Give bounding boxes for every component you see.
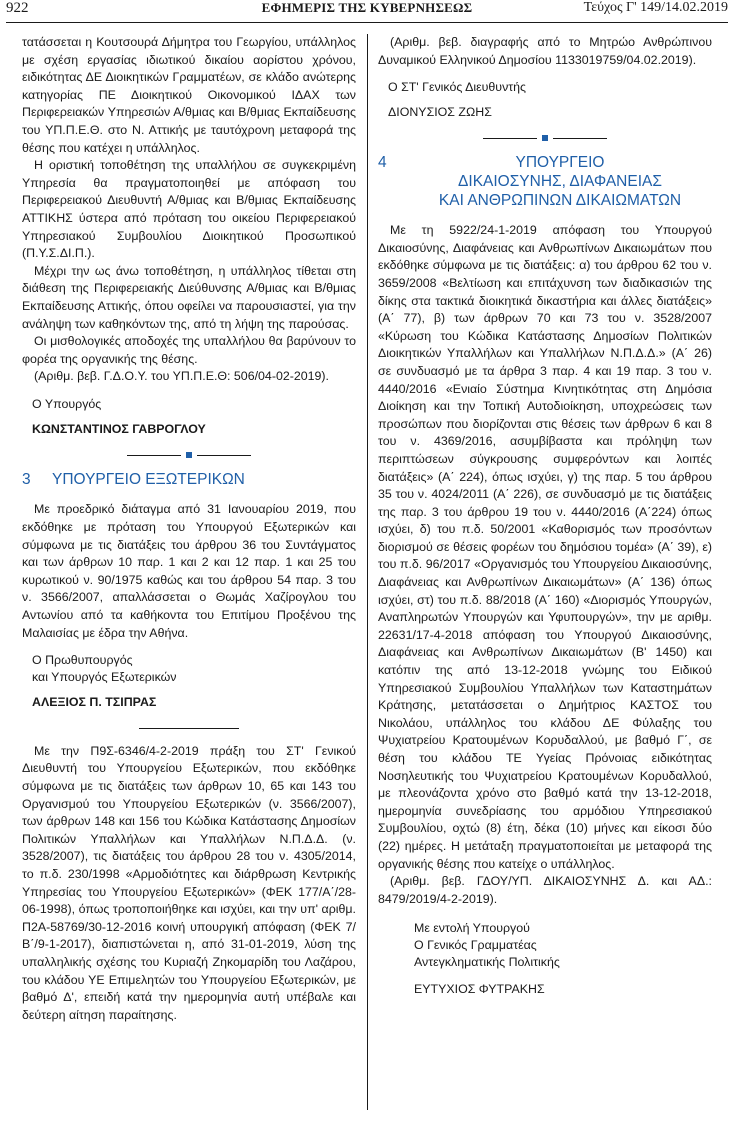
right-column (378, 34, 712, 998)
separator-square-icon (542, 135, 548, 141)
column-divider (367, 34, 368, 1110)
right-paragraph-2: Με τη 5922/24-1-2019 απόφαση του Υπουργού Δικαιοσύνης, Διαφάνειας και Ανθρωπίνων Δικαιωμάτων που εκδόθηκε σύμφωνα με τις διατάξεις: α) του άρθρου 62 του ν. 3659/2008 «Βελτίωση και επιτάχυνση των διαδικασιών της δίκης στα τακτικά διοικητικά δικαστήρια και άλλες διατάξεις» (Α΄ 77), β) των άρθρων 70 και 73 του ν. 3528/2007 «Κύρωση του Κώδικα Κατάστασης Δημοσίων Πολιτικών Διοικητικών Υπαλλήλων και Υπαλλήλων Ν.Π.Δ.Δ.» (Α΄ 26) σε συνδυασμό με τα άρθρα 3 παρ. 4 και 19 παρ. 3 του ν. 4440/2016 «Ενιαίο Σύστημα Κινητικότητας στη Δημόσια Διοίκηση και την Τοπική Αυτοδιοίκηση, υποχρεώσεις των προσώπων που διορίζονται στις θέσεις των άρθρων 6 και 8 του ν. 4369/2016, ασυμβίβαστα και πρόληψη των περιπτώσεων σύγκρουσης συμφερόντων και λοιπές διατάξεις» (Α΄ 224), όπως ισχύει, γ) της παρ. 5 του άρθρου 35 του ν. 4024/2011 (Α΄ 226), σε συνδυασμό με τις διατάξεις της παρ. 3 του άρθρου 19 του ν. 4440/2016 (Α΄224) όπως ισχύει, δ) του π.δ. 50/2001 «Καθορισμός των προσόντων διορισμού σε θέσεις φορέων του δημόσιου τομέα» (Α΄ 39), ε) του π.δ. 96/2017 «Οργανισμός του Υπουργείου Δικαιοσύνης, Διαφάνειας και Ανθρωπίνων Δικαιωμάτων» (Α΄ 136) όπως ισχύει, στ) του π.δ. 88/2018 (Α΄ 160) «Διορισμός Υπουργών, Αναπληρωτών Υπουργών και Υφυπουργών», την με αριθμ. 22631/17-4-2018 απόφαση του Υπουργού Δικαιοσύνης, Διαφάνειας και Ανθρωπίνων Δικαιωμάτων (Β' 1450) και κατόπιν της από 13-12-2018 γνώμης του Ειδικού Υπηρεσιακού Συμβουλίου Υπαλλήλων των Καταστημάτων Κράτησης, μετατάσσεται ο Δημήτριος ΚΑΣΤΟΣ του Νικολάου, υπάλληλος του κλάδου ΔΕ Φύλαξης του Ψυχιατρείου Κρατουμένων Κορυδαλλού, με βαθμό Γ΄, σε θέση του κλάδου ΤΕ Υγείας Πρόνοιας ειδικότητας Νοσηλευτικής του Ψυχιατρείου Κρατουμένων Κορυδαλλού, με πλεονάζοντα χρόνο στο βαθμό κατά την 13-12-2018, ημερομηνία συνεδρίασης του αρμόδιου Υπηρεσιακού Συμβουλίου, οχτώ (8) έτη, δέκα (10) μήνες και είκοσι δύο (22) ημέρες. Η μετάταξη πραγματοποιείται με μεταφορά της οργανικής θέσης που κατείχε ο υπάλληλος. (378, 223, 712, 871)
signature-role-line-1: Με εντολή Υπουργού (414, 921, 530, 936)
section-heading-3 (22, 470, 356, 489)
page-header (6, 0, 728, 23)
left-column (22, 34, 356, 1024)
page-number: 922 (6, 0, 29, 16)
gazette-title: ΕΦΗΜΕΡΙΣ ΤΗΣ ΚΥΒΕΡΝΗΣΕΩΣ (261, 0, 473, 15)
signature-role-line-3: Αντεγκληματικής Πολιτικής (414, 955, 560, 970)
section-title: ΥΠΟΥΡΓΕΙΟ ΕΞΩΤΕΡΙΚΩΝ (52, 471, 245, 489)
signature-role (32, 652, 356, 686)
left-paragraph-5: (Αριθμ. βεβ. Γ.Δ.Ο.Υ. του ΥΠ.Π.Ε.Θ: 506/04-02-2019). (34, 369, 329, 384)
left-paragraph-4: Οι μισθολογικές αποδοχές της υπαλλήλου θα βαρύνουν το φορέα της οργανικής της θέσης. (22, 334, 356, 366)
signature-role (414, 920, 712, 971)
left-paragraph-7: Με την Π9Σ-6346/4-2-2019 πράξη του ΣΤ' Γενικού Διευθυντή του Υπουργείου Εξωτερικών, που εκδόθηκε σύμφωνα με τις διατάξεις των άρθρων 10, 65 και 143 του Οργανισμού του Υπουργείου Εξωτερικών (ν. 3566/2007), των άρθρων 148 και 156 του Κώδικα Κατάστασης Δημοσίων Πολιτικών Υπαλλήλων και Υπαλλήλων Ν.Π.Δ.Δ. (ν. 3528/2007), τις διατάξεις του άρθρου 28 του ν. 4305/2014, το π.δ. 230/1998 «Αρμοδιότητες και διάρθρωση Κεντρικής Υπηρεσίας του Υπουργείου Εξωτερικών» (ΦΕΚ 177/Α΄/28-06-1998), όπως τροποποιήθηκε και ισχύει, και την υπ' αριθμ. Π2Α-58769/30-12-2016 κοινή υπουργική απόφαση (ΦΕΚ 7/Β΄/9-1-2017), διαπιστώνεται η, από 31-01-2019, λύση της υπαλληλικής σχέσης του Κυριαζή Ζηκομαρίδη του Λαζάρου, του κλάδου ΥΕ Επιμελητών του Υπουργείου Εξωτερικών, με βαθμό Δ', επειδή κατά την ημερομηνία αυτή υπέβαλε και δεύτερη αίτηση παραίτησης. (22, 743, 356, 1022)
issue-number: Τεύχος Γ' 149/14.02.2019 (583, 0, 728, 15)
signature-name: ΑΛΕΞΙΟΣ Π. ΤΣΙΠΡΑΣ (32, 695, 157, 710)
left-paragraph-2: Η οριστική τοποθέτηση της υπαλλήλου σε συγκεκριμένη Υπηρεσία θα πραγματοποιηθεί με απόφαση του Περιφερειακού Διευθυντή Α/θμιας και Β/θμιας Εκπαίδευσης ΑΤΤΙΚΗΣ ύστερα από πρόταση του οικείου Περιφερειακού Υπηρεσιακού Συμβουλίου Διοικητικού Προσωπικού (Π.Υ.Σ.ΔΙ.Π.). (22, 158, 356, 261)
section-separator (22, 452, 356, 458)
signature-role-line-2: και Υπουργός Εξωτερικών (32, 670, 177, 685)
divider-line (139, 728, 239, 729)
right-paragraph-3: (Αριθμ. βεβ. ΓΔΟΥ/ΥΠ. ΔΙΚΑΙΟΣΥΝΗΣ Δ. και ΑΔ.: 8479/2019/4-2-2019). (378, 874, 712, 906)
signature-role-line-2: Ο Γενικός Γραμματέας (414, 938, 537, 953)
signature-name: ΕΥΤΥΧΙΟΣ ΦΥΤΡΑΚΗΣ (414, 982, 545, 997)
left-paragraph-6: Με προεδρικό διάταγμα από 31 Ιανουαρίου 2019, που εκδόθηκε με πρόταση του Υπουργού Εξωτερικών και σύμφωνα με τις διατάξεις του άρθρου 36 του Συντάγματος και των άρθρων 10 παρ. 1 και 2 και 12 παρ. 1 και 25 του κυρωτικού ν. 90/1975 καθώς και του άρθρου 54 παρ. 3 του ν. 3566/2007, απαλλάσσεται ο Θωμάς Χαζίρογλου του Αντωνίου από τα καθήκοντα του Επιτίμου Προξένου της Μαλαισίας με έδρα την Αθήνα. (22, 502, 356, 640)
left-paragraph-3: Μέχρι την ως άνω τοποθέτηση, η υπάλληλος τίθεται στη διάθεση της Περιφερειακής Διεύθυνσης Α/θμιας και Β/θμιας Εκπαίδευσης Αττικής, όπου οφείλει να παρουσιαστεί, για την ανάληψη των καθηκόντων της, από τη λήψη της παρούσας. (22, 263, 356, 331)
section-separator (378, 135, 712, 141)
signature-role-line-1: Ο Πρωθυπουργός (32, 653, 133, 668)
signature-name: ΚΩΝΣΤΑΝΤΙΝΟΣ ΓΑΒΡΟΓΛΟΥ (32, 421, 206, 436)
section-title-line-3: ΚΑΙ ΑΝΘΡΩΠΙΝΩΝ ΔΙΚΑΙΩΜΑΤΩΝ (438, 192, 682, 210)
section-title-line-1: ΥΠΟΥΡΓΕΙΟ (515, 154, 605, 172)
separator-square-icon (186, 452, 192, 458)
section-title-line-2: ΔΙΚΑΙΟΣΥΝΗΣ, ΔΙΑΦΑΝΕΙΑΣ (458, 173, 662, 191)
section-number: 4 (378, 154, 387, 172)
signature-name: ΔΙΟΝΥΣΙΟΣ ΖΩΗΣ (388, 105, 492, 120)
signature-role: Ο ΣΤ' Γενικός Διευθυντής (388, 80, 527, 95)
right-paragraph-1: (Αριθμ. βεβ. διαγραφής από το Μητρώο Ανθρώπινου Δυναμικού Ελληνικού Δημοσίου 1133019759/04.02.2019). (378, 35, 712, 67)
signature-role: Ο Υπουργός (32, 396, 102, 411)
left-paragraph-1: τατάσσεται η Κουτσουρά Δήμητρα του Γεωργίου, υπάλληλος με σχέση εργασίας ιδιωτικού δικαίου αορίστου χρόνου, ειδικότητας ΔΕ Διοικητικών Γραμματέων, σε κλάδο ανώτερης κατηγορίας ΠΕ Διοικητικού Οικονομικού ΙΔΑΧ των Περιφερειακών Υπηρεσιών Α/θμιας και Β/θμιας Εκπαίδευσης του ΥΠ.Π.Ε.Θ. στο Ν. Αττικής με ταυτόχρονη μεταφορά της θέσης που κατέχει η υπάλληλος. (22, 35, 356, 155)
section-title (408, 153, 712, 210)
section-number: 3 (22, 471, 31, 489)
section-heading-4 (378, 153, 712, 210)
